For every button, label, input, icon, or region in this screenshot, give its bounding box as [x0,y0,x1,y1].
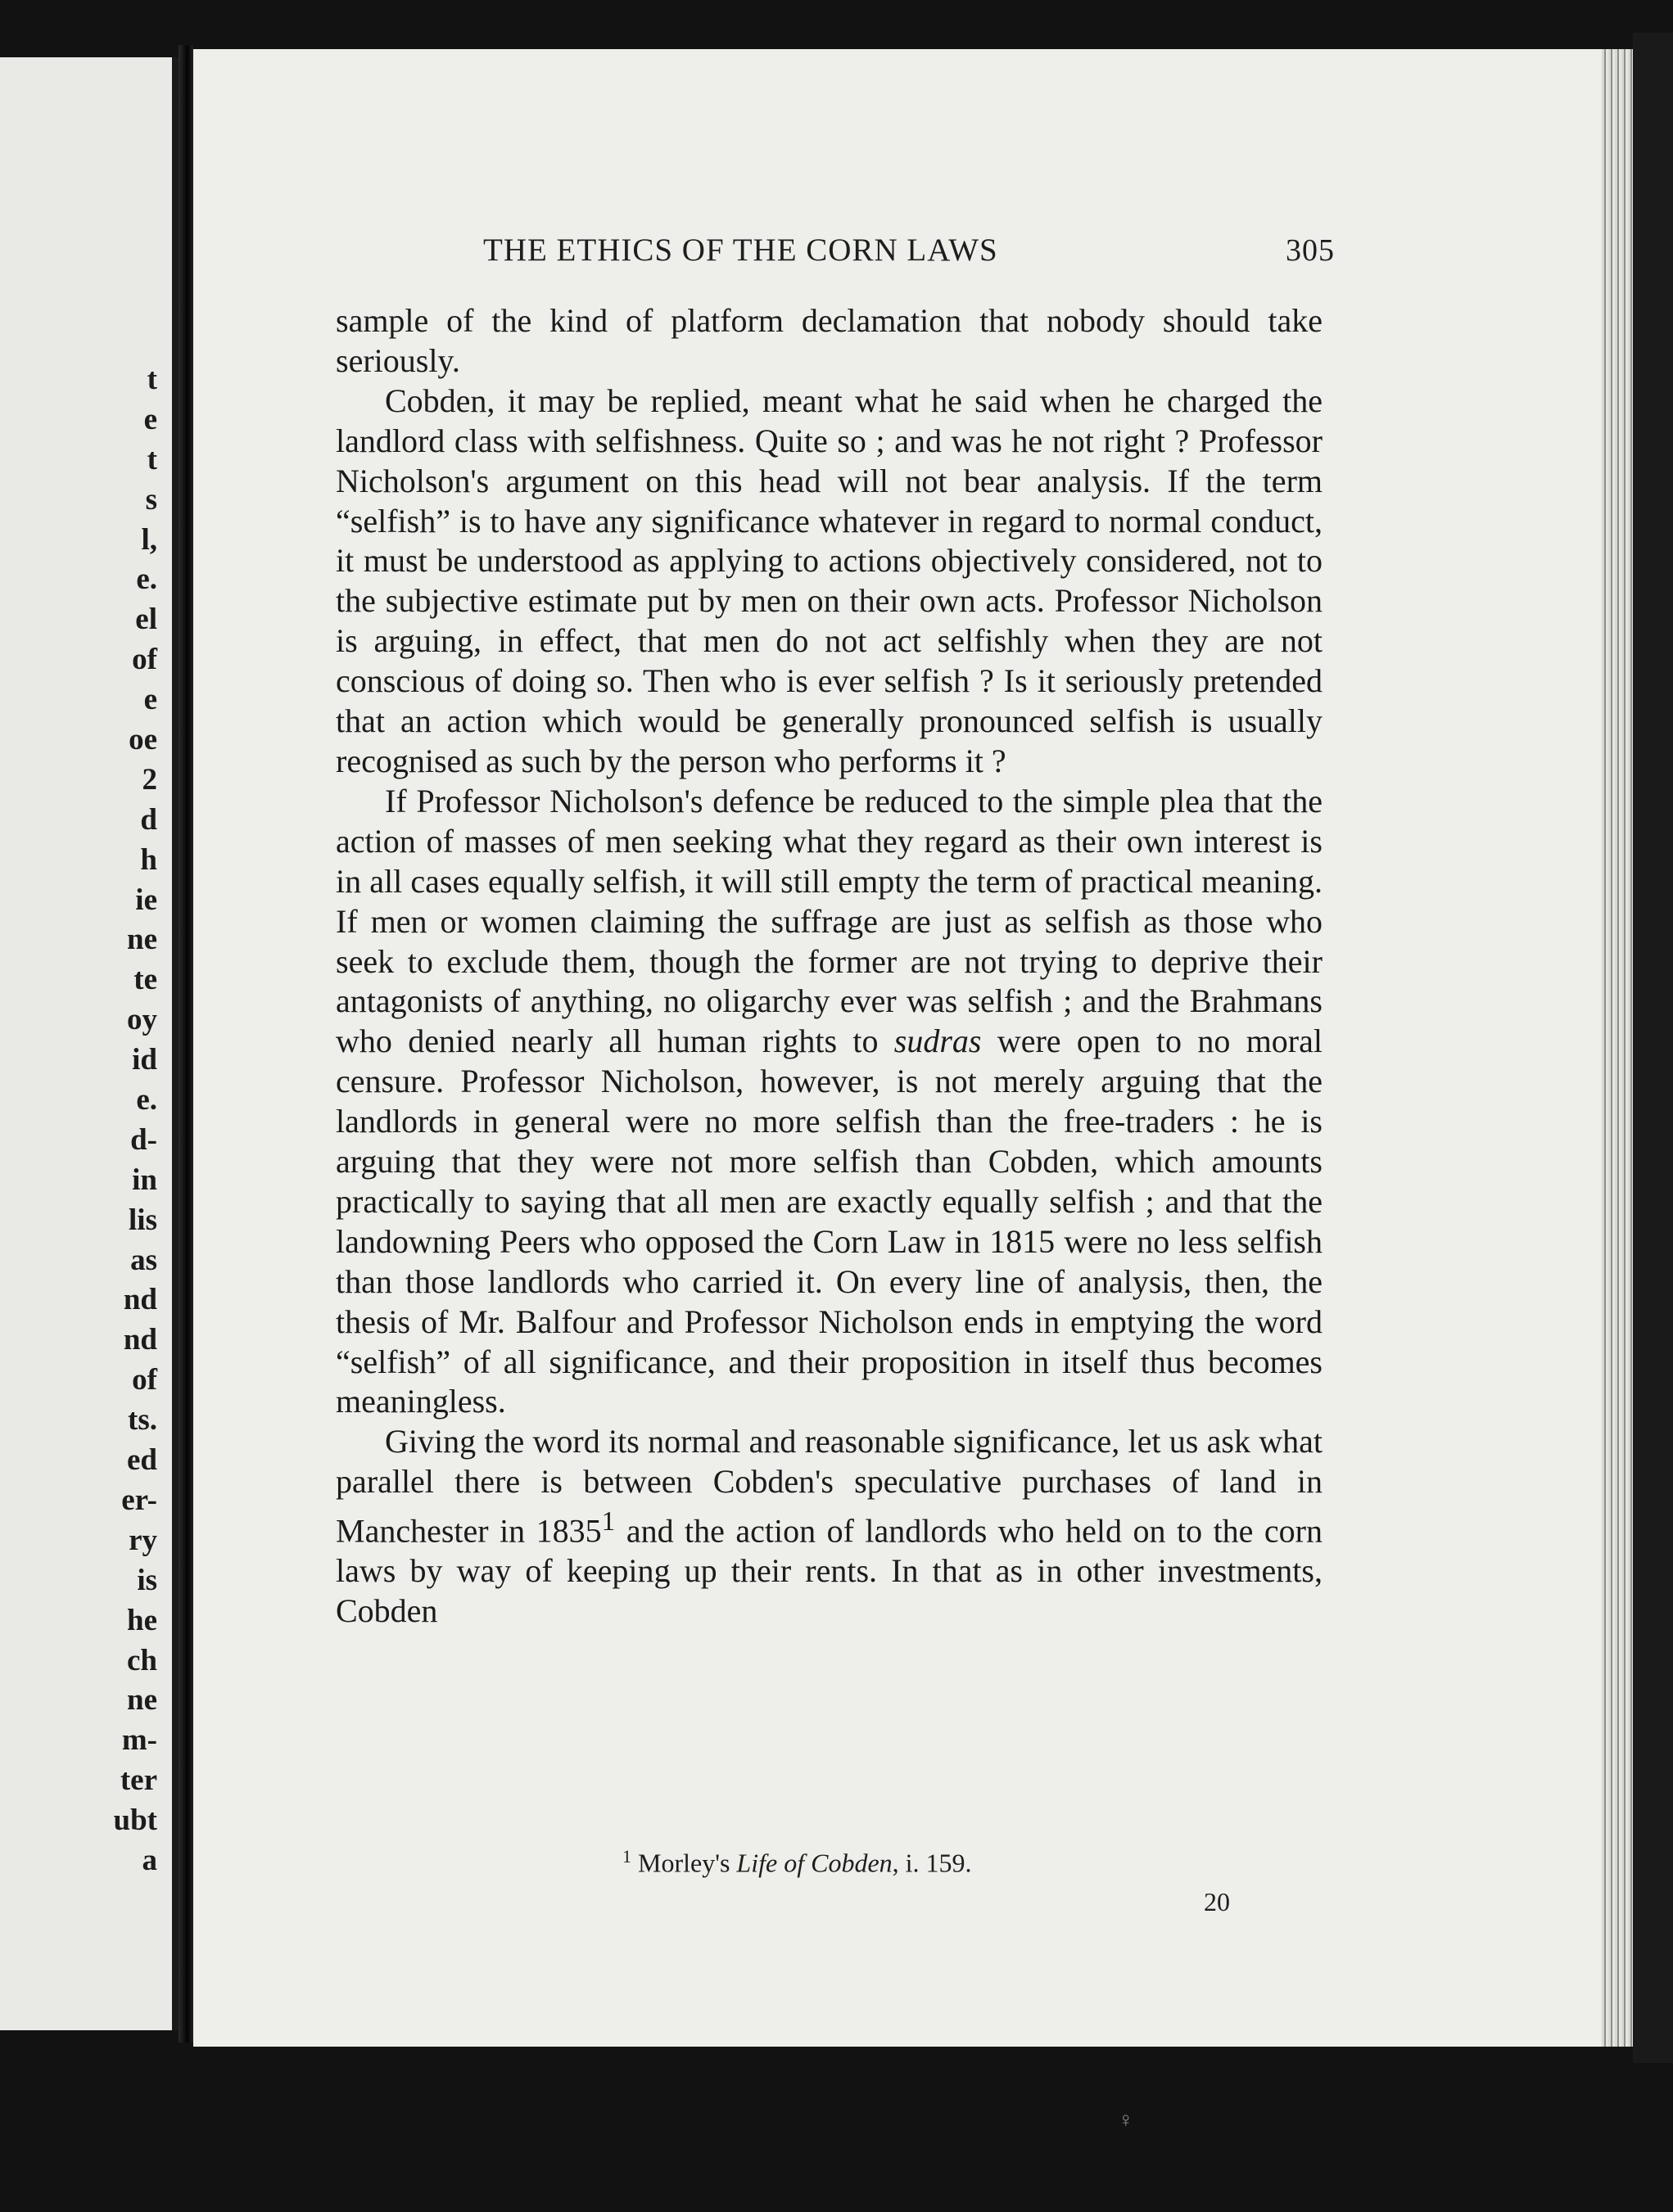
left-fragment-line: h [140,842,157,877]
left-fragment-line: is [137,1563,157,1597]
stray-mark: ♀ [1118,2108,1134,2132]
running-head [483,232,1335,269]
left-fragment-line: ch [127,1643,157,1677]
italic-sudras: sudras [893,1022,982,1060]
left-fragment-line: id [132,1043,157,1077]
left-fragment-line: ne [127,1683,157,1718]
left-fragment-line: ie [135,883,157,917]
running-head-title: THE ETHICS OF THE CORN LAWS [483,232,998,268]
left-fragment-line: e [143,402,157,436]
left-fragment-line: ed [127,1443,157,1478]
paragraph-4-part-b: and the action of landlords who held on to the corn laws by way of keeping up their rents. In that as in other investments, Cobden [336,1512,1323,1630]
book-spine [179,45,193,2043]
left-fragment-line: d- [130,1122,157,1157]
left-fragment-line: ry [129,1523,157,1557]
left-fragment-line: lis [129,1203,157,1237]
left-fragment-line: a [142,1843,157,1877]
left-fragment-line: nd [123,1323,157,1357]
page-number: 305 [1286,233,1335,268]
footnote [622,1846,1196,1879]
left-fragment-line: in [132,1162,157,1197]
paragraph-3-part-b: were open to no moral censure. Professor Nicholson, however, is not merely arguing that the landlords in general were no more selfish than the free-traders : he is arguing that they were not more selfish than Cobden, which amounts practically to saying that all men are exactly equally selfish ; and that the landowning Peers who opposed the Corn Law in 1815 were no less selfish than those landlords who carried it. On every line of analysis, then, the thesis of Mr. Balfour and Professor Nicholson ends in emptying the word “selfish” of all significance, and their proposition in itself thus becomes meaningless. [336,1022,1323,1420]
left-fragment-line: as [130,1243,157,1277]
signature-mark: 20 [1204,1887,1230,1916]
left-fragment-line: l, [141,522,157,557]
left-fragment-line: e. [136,562,157,597]
left-fragment-line: of [132,1363,157,1397]
left-fragment-line: t [147,442,157,476]
left-fragment-line: 2 [142,762,157,797]
left-fragment-line: ter [120,1763,157,1798]
footnote-italic-title: Life of Cobden [736,1848,893,1878]
left-fragment-line: ne [127,923,157,957]
left-fragment-line: er- [121,1483,157,1517]
footnote-text-b: , i. 159. [892,1848,972,1878]
left-fragment-line: m- [121,1723,157,1758]
paragraph-4-part-a: Giving the word its normal and reasonable significance, let us ask what parallel there is between Cobden's speculative purchases of land in Manchester in 1835 [336,1423,1323,1550]
footnote-marker: 1 [622,1846,631,1867]
footnote-text-a: Morley's [631,1848,737,1878]
left-page-text-fragments [2,360,157,1881]
left-fragment-line: oy [127,1003,157,1037]
right-margin-shadow [1633,33,1673,2063]
left-page [0,57,179,2030]
left-fragment-line: nd [123,1283,157,1317]
paragraph-2: Cobden, it may be replied, meant what he said when he charged the landlord class with selfishness. Quite so ; and was he not right ? Professor Nicholson's argument on this head will not bear analysis. If the term “selfish” is to have any significance whatever in regard to normal conduct, it must be understood as applying to actions objectively considered, not to the subjective estimate put by men on their own acts. Professor Nicholson is arguing, in effect, that men do not act selfishly when they are not conscious of doing so. Then who is ever selfish ? Is it seriously pretended that an action which would be generally pronounced selfish is usually recognised as such by the person who performs it ? [336,381,1323,779]
paragraph-1: sample of the kind of platform declamation that nobody should take seriously. [336,302,1323,379]
paragraph-4 [336,1422,1323,1632]
left-fragment-line: e [143,683,157,717]
page-edges [1602,49,1633,2047]
left-fragment-line: e. [136,1083,157,1117]
left-page-edge [172,57,179,2030]
left-fragment-line: ubt [113,1803,157,1838]
left-fragment-line: t [147,363,157,396]
left-fragment-line: oe [129,723,157,757]
paragraph-3 [336,782,1323,1423]
left-fragment-line: he [127,1603,157,1637]
body-text [336,301,1323,1632]
footnote-reference: 1 [601,1506,616,1537]
left-fragment-line: el [135,603,157,637]
left-fragment-line: te [133,963,157,997]
paragraph-3-part-a: If Professor Nicholson's defence be reduced to the simple plea that the action of masses of men seeking what they regard as their own interest is in all cases equally selfish, it will still empty the term of practical meaning. If men or women claiming the suffrage are just as selfish as those who seek to exclude them, though the former are not trying to deprive their antagonists of anything, no oligarchy ever was selfish ; and the Brahmans who denied nearly all human rights to [336,782,1323,1060]
left-fragment-line: ts. [128,1403,157,1438]
left-fragment-line: of [132,643,157,677]
left-fragment-line: d [140,802,157,837]
left-fragment-line: s [145,482,157,517]
